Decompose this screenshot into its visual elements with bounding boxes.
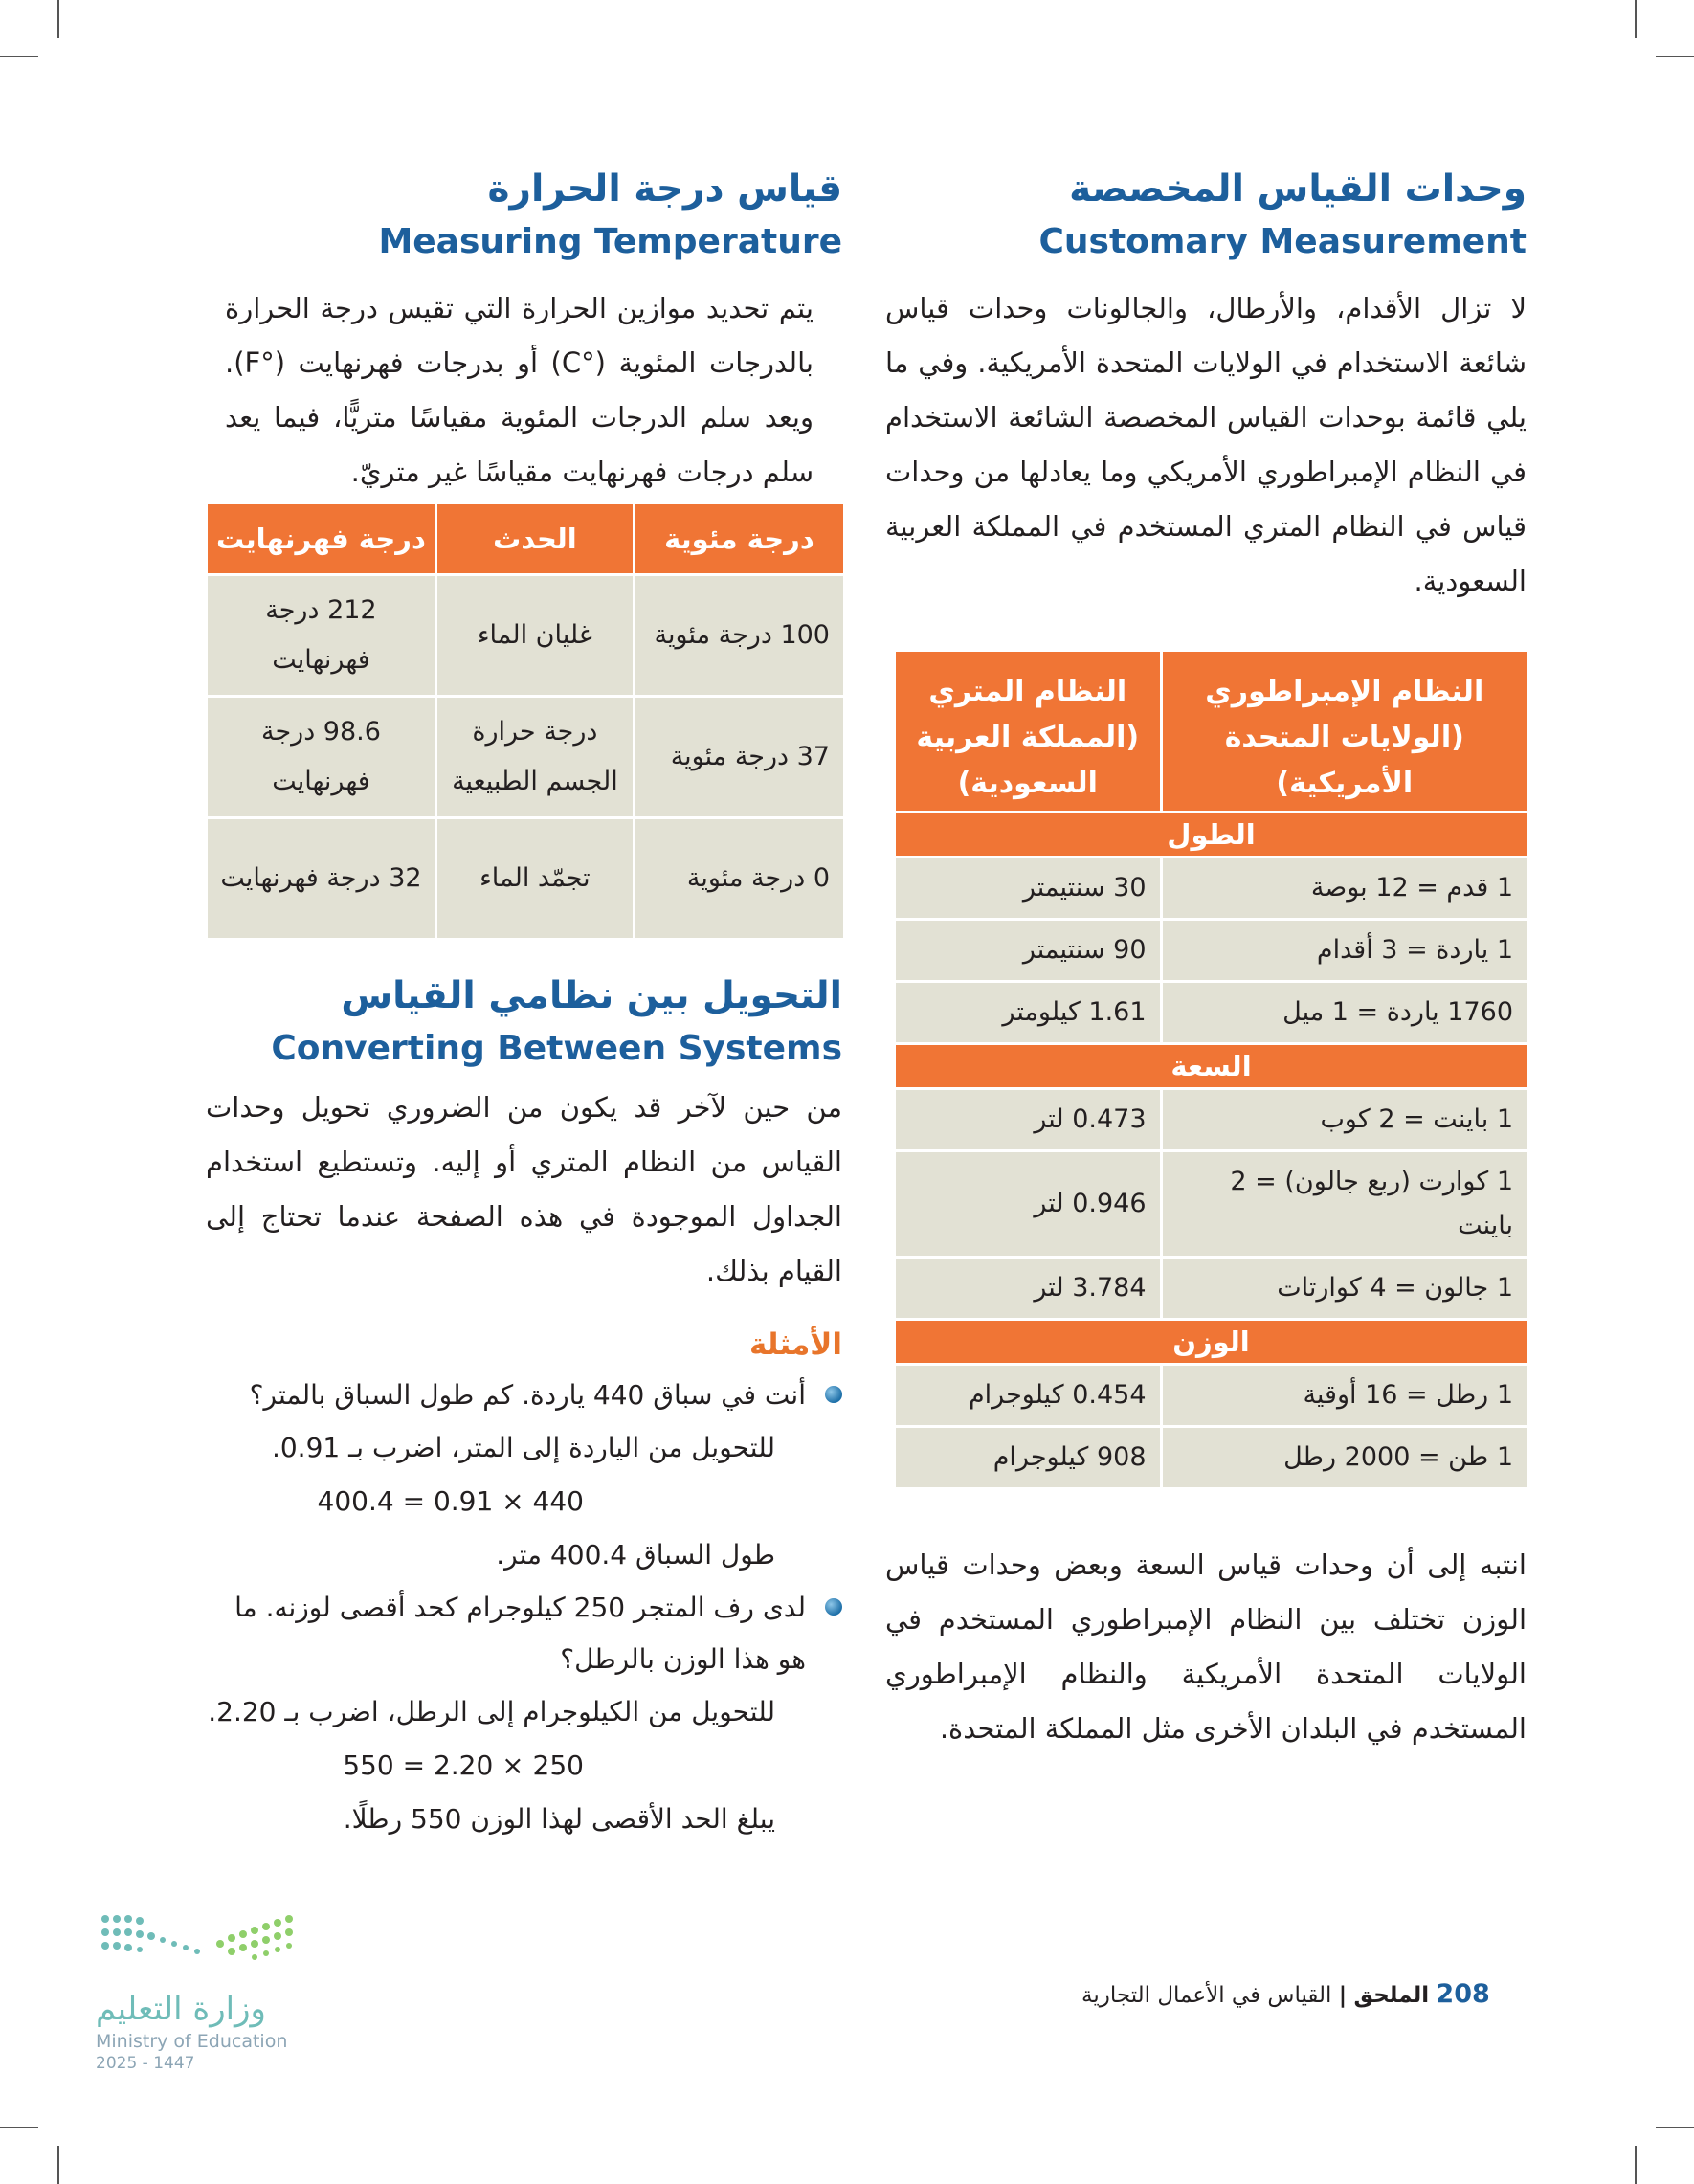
metric-cell: 908 كيلوجرام [896, 1428, 1160, 1487]
fahrenheit-cell: 98.6 درجة فهرنهايت [208, 698, 435, 816]
example-calc: 250 × 2.20 = 550 [343, 1749, 584, 1781]
bullet-icon [825, 1386, 842, 1403]
logo-dots-icon [96, 1909, 306, 1976]
logo-year: 2025 - 1447 [96, 2054, 195, 2073]
table-row [208, 819, 843, 938]
crop-mark [1635, 0, 1637, 38]
header-metric: النظام المتري (المملكة العربية السعودية) [896, 652, 1160, 811]
page-footer [1081, 1979, 1490, 2009]
table-row [896, 1152, 1527, 1256]
logo-name-ar: وزارة التعليم [96, 1990, 266, 2028]
example-method: للتحويل من الكيلوجرام إلى الرطل، اضرب بـ 2.20. [208, 1696, 775, 1727]
crop-mark [1656, 56, 1694, 57]
imperial-cell: 1 باينت = 2 كوب [1163, 1090, 1527, 1149]
metric-cell: 1.61 كيلومتر [896, 983, 1160, 1042]
temperature-title-en: Measuring Temperature [378, 222, 842, 261]
event-cell: تجمّد الماء [437, 819, 633, 938]
question-text: أنت في سباق 440 ياردة. كم طول السباق بالمتر؟ [249, 1379, 806, 1411]
imperial-cell: 1 رطل = 16 أوقية [1163, 1366, 1527, 1425]
metric-cell: 0.454 كيلوجرام [896, 1366, 1160, 1425]
temperature-table [205, 501, 846, 941]
customary-intro: لا تزال الأقدام، والأرطال، والجالونات وحدات قياس شائعة الاستخدام في الولايات المتحدة الأمريكية. وفي ما يلي قائمة بوحدات القياس المخصصة الشائعة الاستخدام في النظام الإمبراطوري الأمريكي وما يعادلها من وحدات قياس في النظام المتري المستخدم في المملكة العربية السعودية. [885, 292, 1527, 597]
imperial-cell: 1760 ياردة = 1 ميل [1163, 983, 1527, 1042]
imperial-cell: 1 جالون = 4 كوارتات [1163, 1259, 1527, 1318]
table-row [896, 1366, 1527, 1425]
header-imperial: النظام الإمبراطوري (الولايات المتحدة الأمريكية) [1163, 652, 1527, 811]
customary-title-en: Customary Measurement [1038, 222, 1527, 261]
crop-mark [0, 56, 38, 57]
celsius-cell: 100 درجة مئوية [635, 576, 843, 695]
converting-title-ar: التحويل بين نظامي القياس [341, 974, 842, 1017]
units-table [893, 649, 1529, 1490]
fahrenheit-cell: 212 درجة فهرنهايت [208, 576, 435, 695]
fahrenheit-cell: 32 درجة فهرنهايت [208, 819, 435, 938]
event-cell: درجة حرارة الجسم الطبيعية [437, 698, 633, 816]
section-weight: الوزن [896, 1321, 1527, 1363]
metric-cell: 0.946 لتر [896, 1152, 1160, 1256]
celsius-cell: 0 درجة مئوية [635, 819, 843, 938]
event-cell: غليان الماء [437, 576, 633, 695]
crop-mark [0, 2127, 38, 2128]
temperature-section [206, 163, 842, 1846]
metric-cell: 0.473 لتر [896, 1090, 1160, 1149]
examples-title: الأمثلة [748, 1327, 842, 1362]
example-answer: يبلغ الحد الأقصى لهذا الوزن 550 رطلًا. [343, 1803, 775, 1835]
metric-cell: 30 سنتيمتر [896, 858, 1160, 918]
example-2 [206, 1582, 842, 1846]
customary-title-ar: وحدات القياس المخصصة [1069, 167, 1527, 211]
customary-note: انتبه إلى أن وحدات قياس السعة وبعض وحدات قياس الوزن تختلف بين النظام الإمبراطوري المستخدم في الولايات المتحدة الأمريكية والنظام الإمبراطوري المستخدم في البلدان الأخرى مثل المملكة المتحدة. [885, 1549, 1527, 1745]
table-row [896, 983, 1527, 1042]
imperial-cell: 1 قدم = 12 بوصة [1163, 858, 1527, 918]
table-row [896, 921, 1527, 980]
imperial-cell: 1 كوارت (ربع جالون) = 2 باينت [1163, 1152, 1527, 1256]
imperial-cell: 1 طن = 2000 رطل [1163, 1428, 1527, 1487]
temperature-title-ar: قياس درجة الحرارة [487, 167, 842, 211]
question-text: لدى رف المتجر 250 كيلوجرام كحد أقصى لوزنه. ما هو هذا الوزن بالرطل؟ [234, 1592, 806, 1675]
temperature-intro: يتم تحديد موازين الحرارة التي تقيس درجة الحرارة بالدرجات المئوية (°C) أو بدرجات فهرنهايت (°F). ويعد سلم الدرجات المئوية مقياسًا متريًّا، فيما يعد سلم درجات فهرنهايت مقياسًا غير متريّ. [225, 292, 814, 488]
ministry-logo [96, 1909, 316, 2074]
example-question [206, 1582, 823, 1685]
converting-section [206, 969, 842, 1846]
example-calc: 440 × 0.91 = 400.4 [317, 1485, 584, 1517]
example-question [206, 1370, 823, 1421]
crop-mark [57, 2146, 59, 2184]
crop-mark [1635, 2146, 1637, 2184]
section-capacity: السعة [896, 1045, 1527, 1087]
imperial-cell: 1 ياردة = 3 أقدام [1163, 921, 1527, 980]
converting-title-en: Converting Between Systems [271, 1029, 842, 1068]
crop-mark [57, 0, 59, 38]
footer-section: الملحق [1353, 1983, 1430, 2008]
section-length: الطول [896, 813, 1527, 856]
table-row [208, 576, 843, 695]
converting-intro: من حين لآخر قد يكون من الضروري تحويل وحدات القياس من النظام المتري أو إليه. وتستطيع استخدام الجداول الموجودة في هذه الصفحة عندما تحتاج إلى القيام بذلك. [206, 1091, 842, 1287]
example-method: للتحويل من الياردة إلى المتر، اضرب بـ 0.91. [271, 1432, 775, 1463]
metric-cell: 90 سنتيمتر [896, 921, 1160, 980]
table-row [896, 1428, 1527, 1487]
table-row [896, 1259, 1527, 1318]
example-1 [206, 1370, 842, 1582]
logo-name-en: Ministry of Education [96, 2031, 288, 2052]
page-number: 208 [1436, 1979, 1490, 2009]
footer-chapter: القياس في الأعمال التجارية [1081, 1983, 1332, 2008]
crop-mark [1656, 2127, 1694, 2128]
table-row [208, 698, 843, 816]
bullet-icon [825, 1598, 842, 1616]
footer-separator: | [1338, 1983, 1348, 2008]
header-celsius: درجة مئوية [635, 504, 843, 573]
header-event: الحدث [437, 504, 633, 573]
table-row [896, 1090, 1527, 1149]
metric-cell: 3.784 لتر [896, 1259, 1160, 1318]
table-row [896, 858, 1527, 918]
celsius-cell: 37 درجة مئوية [635, 698, 843, 816]
customary-section [885, 163, 1527, 1756]
header-fahrenheit: درجة فهرنهايت [208, 504, 435, 573]
example-answer: طول السباق 400.4 متر. [496, 1539, 775, 1571]
